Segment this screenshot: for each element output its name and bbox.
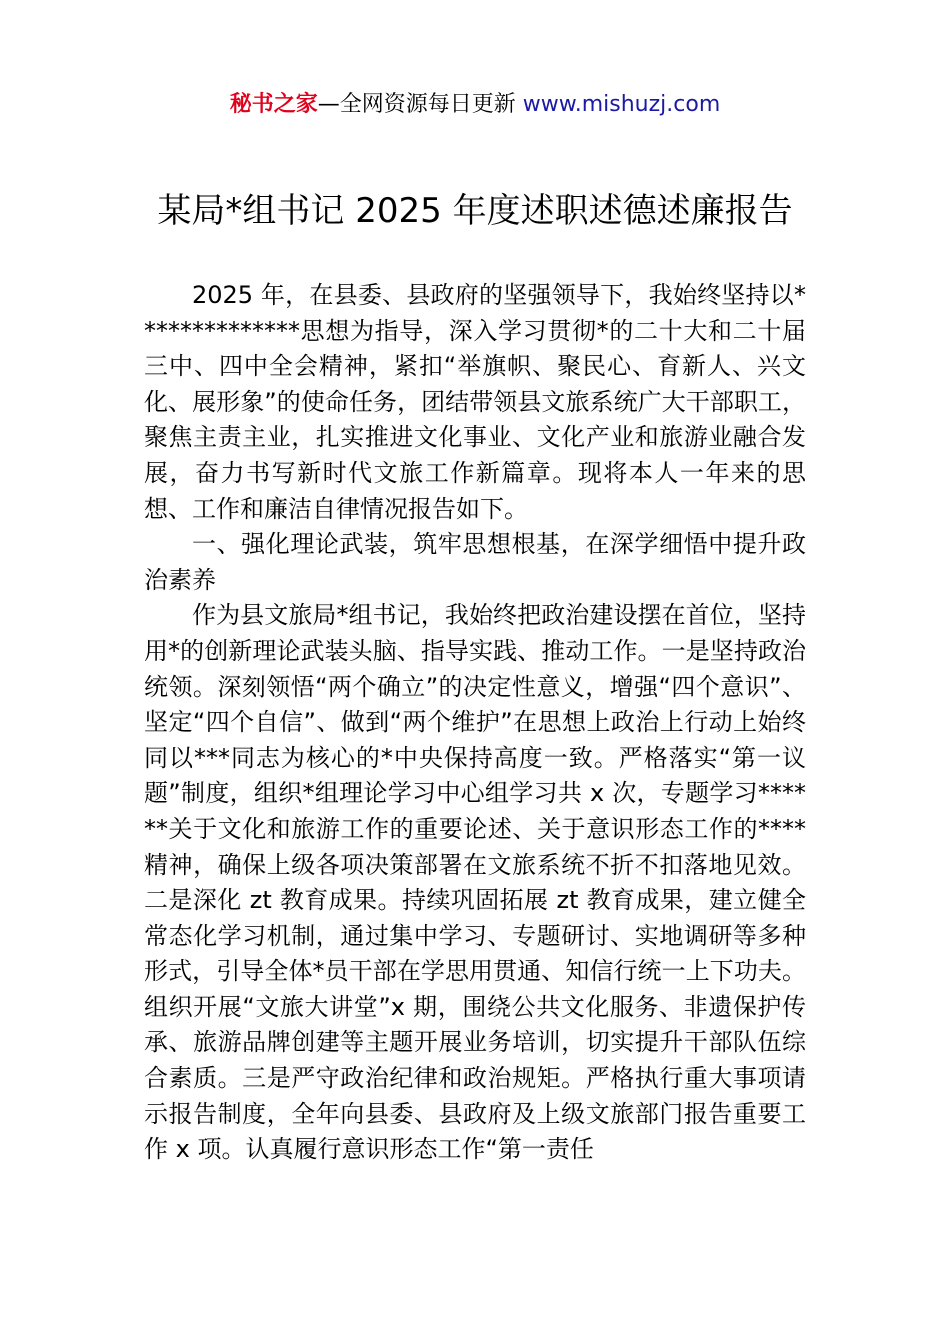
header-tagline: —全网资源每日更新 xyxy=(317,92,523,117)
section-1-paragraph: 作为县文旅局*组书记，我始终把政治建设摆在首位，坚持用*的创新理论武装头脑、指导实践、推动工作。一是坚持政治统领。深刻领悟“两个确立”的决定性意义，增强“四个意识”、坚定“四个自信”、做到“两个维护”在思想上政治上行动上始终同以***同志为核心的*中央保持高度一致。严格落实“第一议题”制度，组织*组理论学习中心组学习共 x 次，专题学习******关于文化和旅游工作的重要论述、关于意识形态工作的****精神，确保上级各项决策部署在文旅系统不折不扣落地见效。二是深化 zt 教育成果。持续巩固拓展 zt 教育成果，建立健全常态化学习机制，通过集中学习、专题研讨、实地调研等多种形式，引导全体*员干部在学思用贯通、知信行统一上下功夫。组织开展“文旅大讲堂”x 期，围绕公共文化服务、非遗保护传承、旅游品牌创建等主题开展业务培训，切实提升干部队伍综合素质。三是严守政治纪律和政治规矩。严格执行重大事项请示报告制度，全年向县委、县政府及上级文旅部门报告重要工作 x 项。认真履行意识形态工作“第一责任 xyxy=(144,601,806,1164)
intro-paragraph: 2025 年，在县委、县政府的坚强领导下，我始终坚持以**************思想为指导，深入学习贯彻*的二十大和二十届三中、四中全会精神，紧扣“举旗帜、聚民心、育新人、兴文化、展形象”的使命任务，团结带领县文旅系统广大干部职工，聚焦主责主业，扎实推进文化事业、文化产业和旅游业融合发展，奋力书写新时代文旅工作新篇章。现将本人一年来的思想、工作和廉洁自律情况报告如下。 xyxy=(144,281,806,523)
section-1-heading: 一、强化理论武装，筑牢思想根基，在深学细悟中提升政治素养 xyxy=(144,530,806,594)
brand-name: 秘书之家 xyxy=(229,92,318,117)
document-body xyxy=(144,278,806,1168)
document-title: 某局*组书记 2025 年度述职述德述廉报告 xyxy=(157,191,793,231)
site-url-link[interactable]: www.mishuzj.com xyxy=(522,92,721,117)
site-header xyxy=(0,88,950,122)
